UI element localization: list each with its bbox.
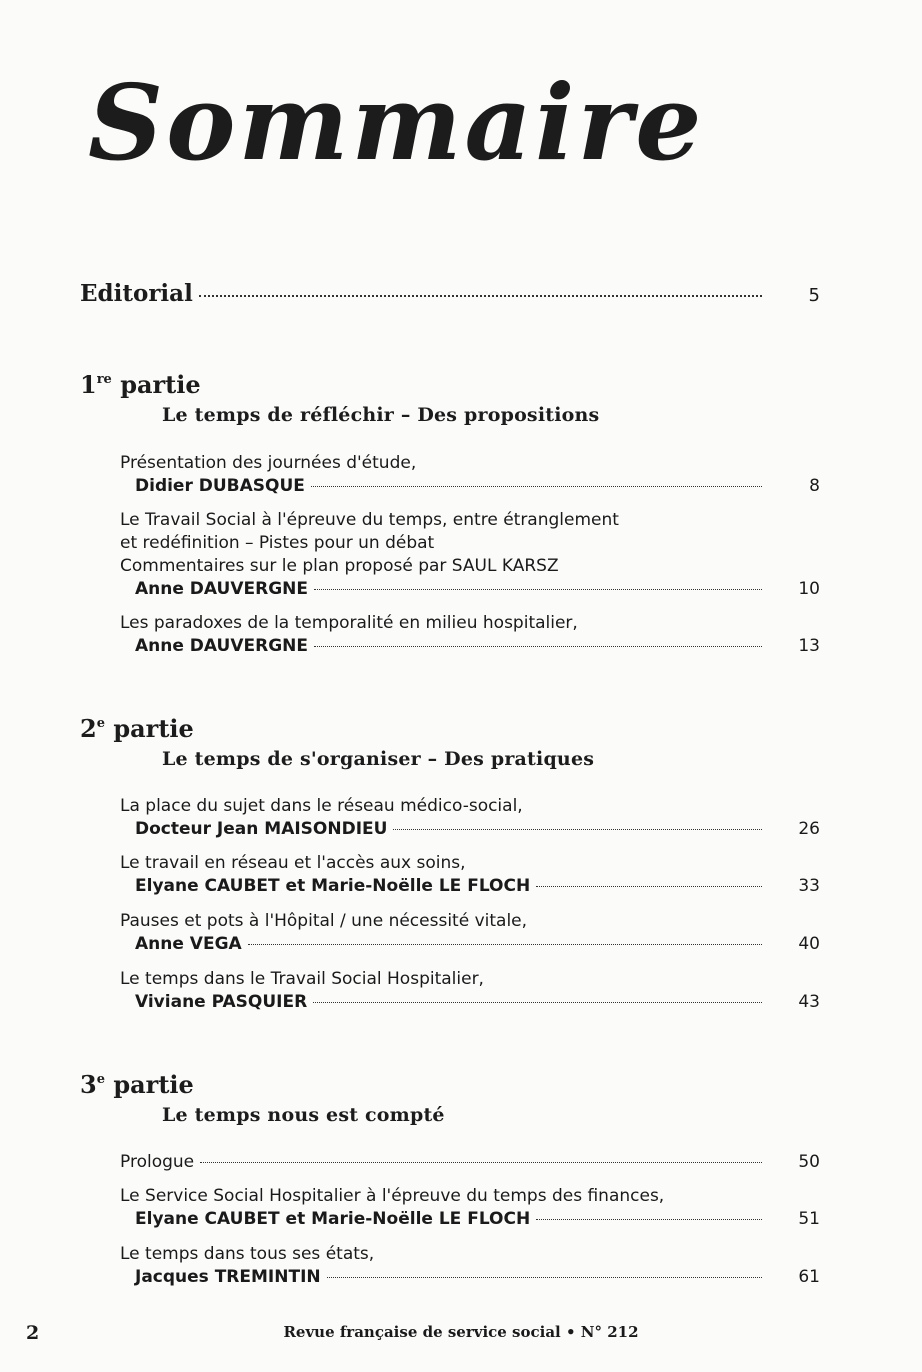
dot-leader: [311, 486, 762, 487]
part-3-subtitle: Le temps nous est compté: [162, 1104, 445, 1126]
entry-title: La place du sujet dans le réseau médico-social,: [120, 796, 523, 816]
toc-editorial[interactable]: [80, 280, 820, 307]
page-number: 40: [798, 934, 820, 954]
part-ordinal: re: [96, 372, 112, 387]
part-word: partie: [120, 370, 201, 399]
toc-entry[interactable]: [120, 795, 820, 841]
part-number: 3: [80, 1070, 97, 1099]
journal-title: Revue française de service social • N° 212: [283, 1323, 639, 1341]
page-number: 26: [798, 819, 820, 839]
entry-author: Anne DAUVERGNE: [135, 579, 309, 599]
part-2-subtitle: Le temps de s'organiser – Des pratiques: [162, 748, 595, 770]
part-1-subtitle: Le temps de réfléchir – Des propositions: [162, 404, 600, 426]
entry-author: Elyane CAUBET et Marie-Noëlle LE FLOCH: [135, 876, 531, 896]
page-number: 51: [798, 1209, 820, 1229]
dot-leader: [536, 1219, 762, 1220]
dot-leader: [536, 886, 762, 887]
dot-leader: [314, 646, 762, 647]
entry-author: Didier DUBASQUE: [135, 476, 305, 496]
page-number: 50: [798, 1152, 820, 1172]
dot-leader: [313, 1002, 762, 1003]
dot-leader: [200, 1162, 762, 1163]
part-word: partie: [113, 714, 194, 743]
toc-entry[interactable]: [120, 968, 820, 1014]
toc-entry[interactable]: [120, 1185, 820, 1231]
page-number: 61: [798, 1267, 820, 1287]
toc-entry[interactable]: [120, 1151, 820, 1174]
entry-author: Anne VEGA: [135, 934, 242, 954]
entry-title: Les paradoxes de la temporalité en milieu hospitalier,: [120, 613, 578, 633]
part-2-heading: [80, 714, 194, 743]
entry-title: Présentation des journées d'étude,: [120, 453, 417, 473]
entry-title: Prologue: [120, 1152, 195, 1172]
part-number: 2: [80, 714, 97, 743]
entry-author: Elyane CAUBET et Marie-Noëlle LE FLOCH: [135, 1209, 531, 1229]
page-number: 13: [798, 636, 820, 656]
entry-title: Le Service Social Hospitalier à l'épreuve du temps des finances,: [120, 1186, 665, 1206]
dot-leader: [199, 295, 762, 297]
editorial-label: Editorial: [80, 280, 193, 307]
entry-title: Pauses et pots à l'Hôpital / une nécessité vitale,: [120, 911, 528, 931]
dot-leader: [248, 944, 762, 945]
part-1-heading: [80, 370, 201, 399]
part-3-heading: [80, 1070, 194, 1099]
part-ordinal: e: [96, 716, 105, 731]
part-word: partie: [113, 1070, 194, 1099]
part-ordinal: e: [96, 1072, 105, 1087]
entry-author: Docteur Jean MAISONDIEU: [135, 819, 388, 839]
entry-title: et redéfinition – Pistes pour un débat: [120, 533, 435, 553]
entry-title: Le Travail Social à l'épreuve du temps, entre étranglement: [120, 510, 619, 530]
part-number: 1: [80, 370, 97, 399]
page-number: 5: [808, 285, 820, 306]
page-number: 33: [798, 876, 820, 896]
toc-entry[interactable]: [120, 452, 820, 498]
entry-title: Le travail en réseau et l'accès aux soins,: [120, 853, 466, 873]
page-title: Sommaire: [88, 61, 705, 184]
toc-entry[interactable]: [120, 852, 820, 898]
dot-leader: [393, 829, 762, 830]
toc-entry[interactable]: [120, 910, 820, 956]
dot-leader: [327, 1277, 762, 1278]
entry-author: Viviane PASQUIER: [135, 992, 308, 1012]
toc-entry[interactable]: [120, 509, 820, 601]
toc-entry[interactable]: [120, 612, 820, 658]
page-footer: [0, 1322, 922, 1346]
page-number: 8: [809, 476, 820, 496]
entry-title: Le temps dans le Travail Social Hospitalier,: [120, 969, 484, 989]
entry-author: Jacques TREMINTIN: [135, 1267, 321, 1287]
page-number: 10: [798, 579, 820, 599]
entry-author: Anne DAUVERGNE: [135, 636, 309, 656]
folio-number: 2: [26, 1322, 40, 1344]
entry-title: Commentaires sur le plan proposé par SAUL KARSZ: [120, 556, 559, 576]
page-number: 43: [798, 992, 820, 1012]
dot-leader: [314, 589, 762, 590]
entry-title: Le temps dans tous ses états,: [120, 1244, 375, 1264]
toc-entry[interactable]: [120, 1243, 820, 1289]
